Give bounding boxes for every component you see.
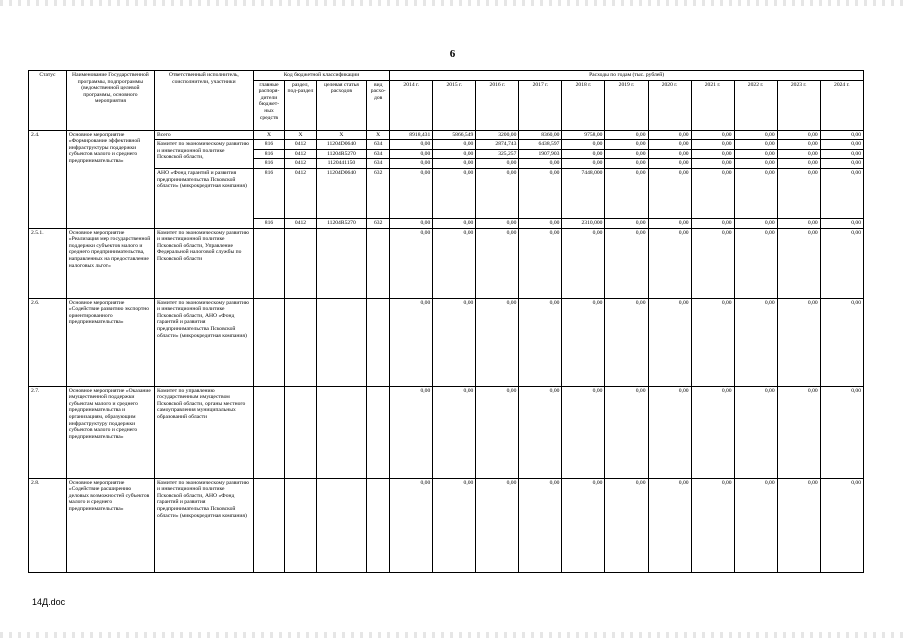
row-value: 0,00: [562, 386, 605, 478]
header-status: Статус: [29, 71, 67, 131]
row-value: 0,00: [519, 168, 562, 218]
row-value: 0,00: [605, 159, 648, 169]
row-section: 0412: [285, 218, 317, 228]
row-value: 0,00: [648, 386, 691, 478]
row-value: 0,00: [734, 140, 777, 150]
row-value: 0,00: [433, 218, 476, 228]
row-value: 0,00: [433, 298, 476, 386]
row-value: 0,00: [734, 168, 777, 218]
row-status: 2.6.: [29, 298, 67, 386]
row-value: 7448,000: [562, 168, 605, 218]
row-value: 0,00: [691, 298, 734, 386]
header-responsible: Ответственный исполнитель, соисполнители, участники: [155, 71, 254, 131]
row-value: 0,00: [691, 140, 734, 150]
row-value: 0,00: [820, 168, 863, 218]
row-value: 0,00: [476, 159, 519, 169]
row-value: 0,00: [476, 478, 519, 572]
row-value: 2874,743: [476, 140, 519, 150]
row-target: Х: [316, 130, 366, 140]
row-value: 0,00: [777, 130, 820, 140]
row-grbs: 816: [253, 149, 285, 159]
scan-artifact-top: [0, 0, 905, 6]
row-kind: [367, 298, 390, 386]
row-value: 0,00: [476, 386, 519, 478]
header-year: 2024 г.: [820, 80, 863, 130]
row-kind: [367, 386, 390, 478]
row-value: 0,00: [562, 149, 605, 159]
row-kind: 634: [367, 159, 390, 169]
row-value: 0,00: [605, 218, 648, 228]
row-value: 0,00: [820, 228, 863, 298]
row-target: [316, 478, 366, 572]
row-value: 0,00: [519, 478, 562, 572]
row-value: 0,00: [777, 228, 820, 298]
row-value: 0,00: [820, 478, 863, 572]
row-value: 0,00: [648, 168, 691, 218]
row-name: Основное мероприятие «Оказание имущественной поддержки субъектам малого и среднего предпринимательства и организациям, образующим инфраструктуру поддержки субъектов малого и среднего предпринимательства»: [66, 386, 154, 478]
table-row: [29, 298, 864, 386]
row-value: 0,00: [390, 228, 433, 298]
row-value: 0,00: [519, 228, 562, 298]
header-year: 2014 г.: [390, 80, 433, 130]
row-kind: Х: [367, 130, 390, 140]
row-value: 0,00: [648, 228, 691, 298]
row-value: 0,00: [820, 218, 863, 228]
row-value: 0,00: [390, 218, 433, 228]
row-name: Основное мероприятие «Формирование эффективной инфраструктуры поддержки субъектов малого и среднего предпринимательства»: [66, 130, 154, 228]
row-value: 0,00: [777, 140, 820, 150]
header-target: целевая статья расходов: [316, 80, 366, 130]
expenses-table: [28, 70, 864, 573]
row-responsible: АНО «Фонд гарантий и развития предпринимательства Псковской области» (микрокредитная компания): [155, 168, 254, 228]
row-value: 0,00: [390, 140, 433, 150]
row-target: 11204D0640: [316, 140, 366, 150]
row-value: 0,00: [777, 298, 820, 386]
row-section: [285, 478, 317, 572]
row-name: Основное мероприятие «Реализация мер государственной поддержки субъектов малого и среднего предпринимательства, направленных на предоставление налоговых льгот»: [66, 228, 154, 298]
row-value: 0,00: [605, 149, 648, 159]
row-responsible: Комитет по экономическому развитию и инвестиционной политике Псковской области, Управление Федеральной налоговой службы по Псковской области: [155, 228, 254, 298]
row-grbs: [253, 228, 285, 298]
row-value: 0,00: [519, 386, 562, 478]
row-value: 0,00: [433, 149, 476, 159]
page-number: 6: [449, 48, 456, 60]
row-value: 0,00: [390, 159, 433, 169]
table-row: [29, 168, 864, 218]
row-value: 0,00: [562, 298, 605, 386]
table-row: [29, 140, 864, 150]
row-value: 0,00: [777, 149, 820, 159]
row-value: 0,00: [777, 218, 820, 228]
row-section: [285, 228, 317, 298]
row-value: 0,00: [648, 478, 691, 572]
header-year: 2016 г.: [476, 80, 519, 130]
row-kind: 634: [367, 140, 390, 150]
row-value: 8918,431: [390, 130, 433, 140]
row-value: 0,00: [691, 130, 734, 140]
row-value: 0,00: [605, 168, 648, 218]
row-value: 1907,903: [519, 149, 562, 159]
row-responsible: Комитет по экономическому развитию и инвестиционной политике Псковской области, АНО «Фонд гарантий и развития предпринимательства Псковской области» (микрокредитная компания): [155, 298, 254, 386]
row-value: 0,00: [734, 159, 777, 169]
row-value: 0,00: [562, 478, 605, 572]
header-year: 2020 г.: [648, 80, 691, 130]
row-value: 0,00: [820, 298, 863, 386]
row-value: 0,00: [648, 159, 691, 169]
row-status: 2.5.1.: [29, 228, 67, 298]
row-value: 5866,549: [433, 130, 476, 140]
row-kind: 634: [367, 149, 390, 159]
row-value: 0,00: [519, 159, 562, 169]
row-kind: [367, 228, 390, 298]
row-value: 0,00: [519, 298, 562, 386]
row-section: [285, 298, 317, 386]
row-value: 0,00: [648, 130, 691, 140]
row-value: 0,00: [777, 168, 820, 218]
row-status: 2.7.: [29, 386, 67, 478]
row-value: 0,00: [734, 228, 777, 298]
row-target: [316, 386, 366, 478]
row-value: 0,00: [605, 130, 648, 140]
row-responsible: Комитет по экономическому развитию и инвестиционной политике Псковской области,: [155, 140, 254, 169]
row-value: 0,00: [433, 478, 476, 572]
table-row: [29, 130, 864, 140]
row-value: 0,00: [390, 478, 433, 572]
header-year: 2019 г.: [605, 80, 648, 130]
row-value: 0,00: [476, 228, 519, 298]
row-kind: [367, 478, 390, 572]
row-value: 0,00: [734, 478, 777, 572]
row-value: 0,00: [734, 149, 777, 159]
header-year: 2021 г.: [691, 80, 734, 130]
row-responsible: Всего: [155, 130, 254, 140]
table-row: [29, 386, 864, 478]
header-name: Наименование Государственной программы, подпрограммы (ведомственной целевой программы, основного мероприятия: [66, 71, 154, 131]
row-value: 0,00: [691, 478, 734, 572]
row-value: 0,00: [734, 298, 777, 386]
row-section: 0412: [285, 149, 317, 159]
row-target: [316, 228, 366, 298]
row-grbs: 816: [253, 159, 285, 169]
row-value: 325,257: [476, 149, 519, 159]
row-section: [285, 386, 317, 478]
row-status: 2.8.: [29, 478, 67, 572]
row-responsible: Комитет по экономическому развитию и инвестиционной политике Псковской области, АНО «Фонд гарантий и развития предпринимательства Псковской области» (микрокредитная компания): [155, 478, 254, 572]
table-row: [29, 478, 864, 572]
row-target: 11204R5270: [316, 218, 366, 228]
row-section: 0412: [285, 159, 317, 169]
row-value: 9758,00: [562, 130, 605, 140]
header-year: 2022 г.: [734, 80, 777, 130]
row-value: 0,00: [390, 298, 433, 386]
header-year: 2023 г.: [777, 80, 820, 130]
row-value: 2310,000: [562, 218, 605, 228]
row-value: 0,00: [519, 218, 562, 228]
row-value: 0,00: [691, 386, 734, 478]
row-value: 0,00: [734, 130, 777, 140]
row-value: 0,00: [562, 228, 605, 298]
header-expenses: Расходы по годам (тыс. рублей): [390, 71, 864, 81]
header-kind: вид расхо-дов: [367, 80, 390, 130]
row-value: 0,00: [734, 386, 777, 478]
row-section: 0412: [285, 168, 317, 218]
header-budget-code: Код бюджетной классификации: [253, 71, 390, 81]
row-value: 0,00: [777, 386, 820, 478]
row-grbs: 816: [253, 218, 285, 228]
row-value: 0,00: [820, 149, 863, 159]
row-value: 3200,00: [476, 130, 519, 140]
row-grbs: Х: [253, 130, 285, 140]
row-kind: 632: [367, 168, 390, 218]
row-value: 0,00: [562, 140, 605, 150]
row-value: 0,00: [691, 218, 734, 228]
row-value: 0,00: [605, 228, 648, 298]
row-target: 11204R5270: [316, 149, 366, 159]
row-section: 0412: [285, 140, 317, 150]
row-value: 0,00: [734, 218, 777, 228]
header-year: 2015 г.: [433, 80, 476, 130]
header-year: 2018 г.: [562, 80, 605, 130]
row-value: 0,00: [433, 140, 476, 150]
row-value: 0,00: [777, 159, 820, 169]
table-row: [29, 228, 864, 298]
row-grbs: [253, 386, 285, 478]
row-target: 11204D0640: [316, 168, 366, 218]
row-grbs: [253, 478, 285, 572]
row-value: 0,00: [433, 386, 476, 478]
row-value: 0,00: [648, 298, 691, 386]
header-grbs: главные распоря-дители бюджет-ных средств: [253, 80, 285, 130]
row-value: 0,00: [691, 228, 734, 298]
row-value: 0,00: [648, 140, 691, 150]
row-value: 0,00: [820, 159, 863, 169]
row-value: 8360,00: [519, 130, 562, 140]
row-name: Основное мероприятие «Содействие развитию экспортно ориентированного предпринимательства»: [66, 298, 154, 386]
row-name: Основное мероприятие «Содействие расширению деловых возможностей субъектов малого и среднего предпринимательства»: [66, 478, 154, 572]
row-value: 0,00: [605, 386, 648, 478]
row-value: 0,00: [476, 218, 519, 228]
row-value: 0,00: [648, 218, 691, 228]
scan-artifact-bottom: [0, 632, 905, 638]
row-status: 2.4.: [29, 130, 67, 228]
row-value: 0,00: [605, 140, 648, 150]
row-value: 0,00: [691, 168, 734, 218]
row-value: 0,00: [390, 386, 433, 478]
row-value: 0,00: [433, 159, 476, 169]
row-section: Х: [285, 130, 317, 140]
header-year: 2017 г.: [519, 80, 562, 130]
row-value: 0,00: [605, 478, 648, 572]
row-responsible: Комитет по управлению государственным имуществом Псковской области, органы местного самоуправления муниципальных образований области: [155, 386, 254, 478]
row-value: 0,00: [820, 140, 863, 150]
file-name: 14Д.doc: [32, 597, 66, 607]
row-value: 0,00: [433, 228, 476, 298]
row-grbs: 816: [253, 168, 285, 218]
row-value: 6438,597: [519, 140, 562, 150]
row-grbs: 816: [253, 140, 285, 150]
row-target: [316, 298, 366, 386]
row-value: 0,00: [476, 168, 519, 218]
row-value: 0,00: [691, 159, 734, 169]
row-value: 0,00: [777, 478, 820, 572]
row-value: 0,00: [433, 168, 476, 218]
row-value: 0,00: [476, 298, 519, 386]
row-value: 0,00: [390, 168, 433, 218]
header-section: раздел, под-раздел: [285, 80, 317, 130]
row-value: 0,00: [648, 149, 691, 159]
row-value: 0,00: [390, 149, 433, 159]
row-value: 0,00: [820, 130, 863, 140]
row-value: 0,00: [820, 386, 863, 478]
row-grbs: [253, 298, 285, 386]
row-kind: 632: [367, 218, 390, 228]
row-value: 0,00: [691, 149, 734, 159]
row-value: 0,00: [605, 298, 648, 386]
row-target: 1120441150: [316, 159, 366, 169]
row-value: 0,00: [562, 159, 605, 169]
